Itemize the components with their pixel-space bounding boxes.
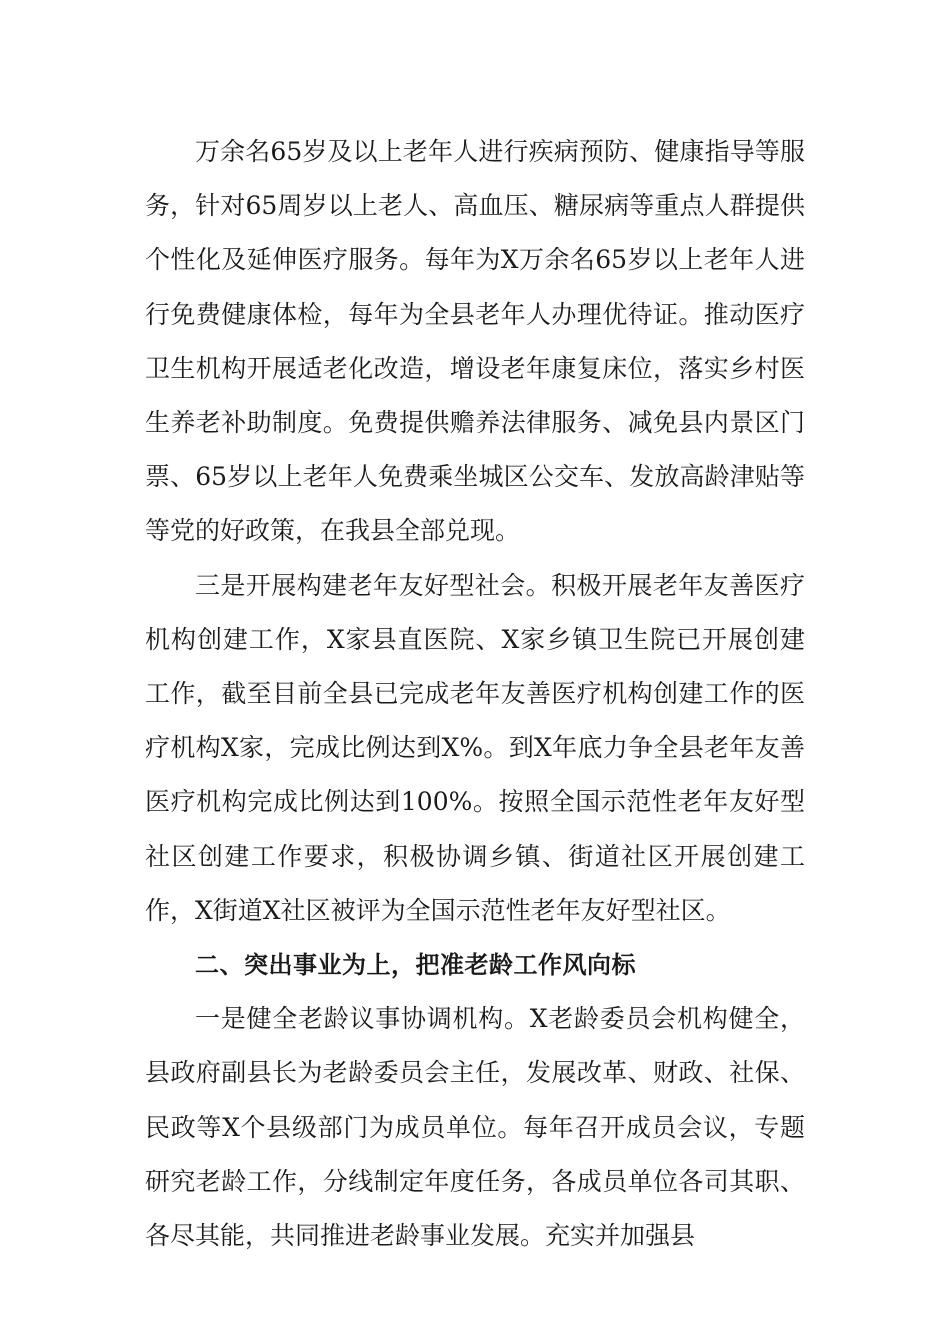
paragraph-elderly-services: 万余名65岁及以上老年人进行疾病预防、健康指导等服务，针对65周岁以上老人、高血压、糖尿病等重点人群提供个性化及延伸医疗服务。每年为X万余名65岁以上老年人进行免费健康体检，每年为全县老年人办理优待证。推动医疗卫生机构开展适老化改造，增设老年康复床位，落实乡村医生养老补助制度。免费提供赡养法律服务、减免县内景区门票、65岁以上老年人免费乘坐城区公交车、发放高龄津贴等等党的好政策，在我县全部兑现。 xyxy=(145,137,805,546)
section-heading: 二、突出事业为上，把准老龄工作风向标 xyxy=(195,951,636,980)
paragraph-coordination-body: 一是健全老龄议事协调机构。X老龄委员会机构健全，县政府副县长为老龄委员会主任，发展改革、财政、社保、民政等X个县级部门为成员单位。每年召开成员会议，专题研究老龄工作，分线制定年度任务，各成员单位各司其职、各尽其能，共同推进老龄事业发展。充实并加强县 xyxy=(145,1004,805,1251)
paragraph-age-friendly-society: 三是开展构建老年友好型社会。积极开展老年友善医疗机构创建工作，X家县直医院、X家乡镇卫生院已开展创建工作，截至目前全县已完成老年友善医疗机构创建工作的医疗机构X家，完成比例达到X%。到X年底力争全县老年友善医疗机构完成比例达到100%。按照全国示范性老年友好型社区创建工作要求，积极协调乡镇、街道社区开展创建工作，X街道X社区被评为全国示范性老年友好型社区。 xyxy=(145,570,805,925)
document-body xyxy=(145,125,805,1263)
